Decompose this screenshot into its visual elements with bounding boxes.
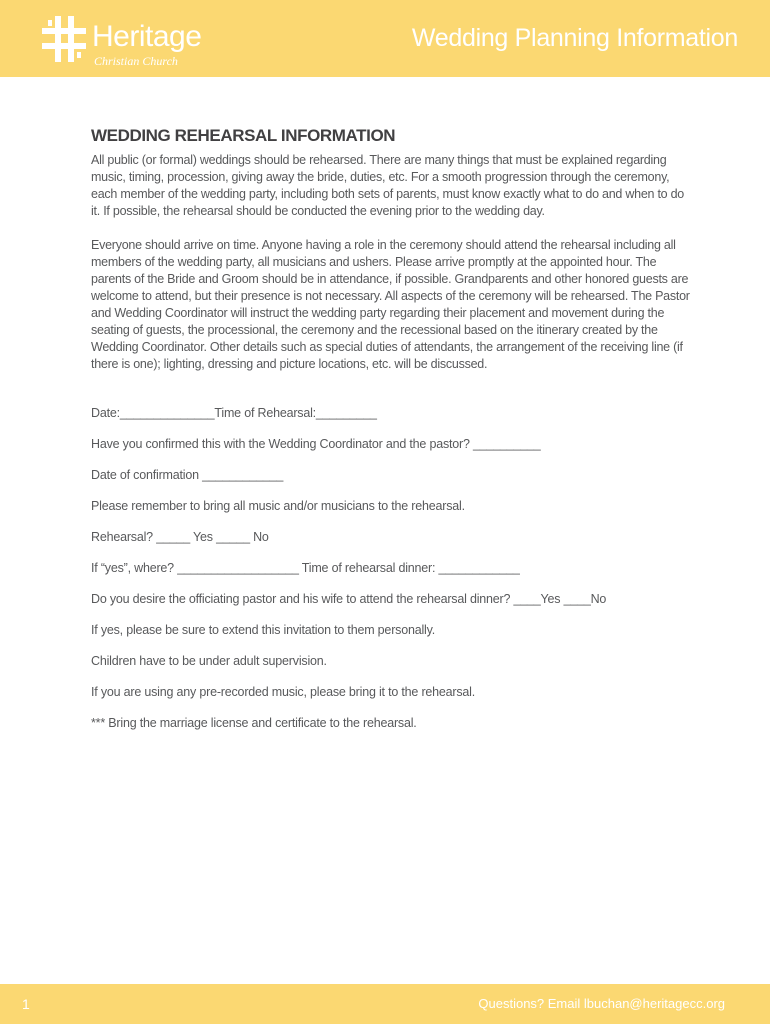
rehearsal-yes-no-line: Rehearsal? _____ Yes _____ No	[91, 530, 269, 544]
section-title: WEDDING REHEARSAL INFORMATION	[91, 126, 396, 145]
children-supervision-line: Children have to be under adult supervision.	[91, 654, 327, 668]
marriage-license-line: *** Bring the marriage license and certificate to the rehearsal.	[91, 716, 417, 730]
confirmation-question-line: Have you confirmed this with the Wedding Coordinator and the pastor? __________	[91, 437, 541, 451]
header-bar	[0, 0, 770, 77]
invitation-note-line: If yes, please be sure to extend this invitation to them personally.	[91, 623, 436, 637]
church-logo	[40, 14, 215, 70]
rehearsal-dinner-line: If “yes”, where? __________________ Time of rehearsal dinner: ____________	[91, 561, 520, 575]
page-number: 1	[22, 996, 30, 1012]
attendance-paragraph: Everyone should arrive on time. Anyone having a role in the ceremony should attend the rehearsal including all members of the wedding party, all musicians and ushers. Please arrive promptly at the appointed hour. The parents of the Bride and Groom should be in attendance, if possible. Grandparents and other honored guests are welcome to attend, but their presence is not necessary. All aspects of the ceremony will be rehearsed. The Pastor and Wedding Coordinator will instruct the wedding party regarding their placement and movement during the seating of guests, the processional, the ceremony and the recessional based on the itinerary created by the Wedding Coordinator. Other details such as special duties of attendants, the arrangement of the receiving line (if there is one); lighting, dressing and picture locations, etc. will be discussed.	[91, 238, 690, 371]
hash-cross-icon	[40, 16, 88, 62]
footer-contact-email: Questions? Email lbuchan@heritagecc.org	[478, 996, 725, 1011]
intro-paragraph: All public (or formal) weddings should be rehearsed. There are many things that must be explained regarding music, timing, procession, giving away the bride, duties, etc. For a smooth progression through the ceremony, each member of the wedding party, including both sets of parents, must know exactly what to do and when to do it. If possible, the rehearsal should be conducted the evening prior to the wedding day.	[91, 153, 685, 218]
main-content	[91, 126, 691, 746]
confirmation-date-line: Date of confirmation ____________	[91, 468, 284, 482]
date-line: Date:______________Time of Rehearsal:_________	[91, 406, 377, 420]
pastor-invite-line: Do you desire the officiating pastor and his wife to attend the rehearsal dinner? ____Yes ____No	[91, 592, 607, 606]
logo-subtitle: Christian Church	[94, 54, 178, 68]
logo-name: Heritage	[92, 20, 202, 53]
prerecorded-music-line: If you are using any pre-recorded music, please bring it to the rehearsal.	[91, 685, 476, 699]
footer-bar	[0, 984, 770, 1024]
form-lines	[91, 405, 691, 746]
music-reminder-line: Please remember to bring all music and/or musicians to the rehearsal.	[91, 499, 465, 513]
page-header-title: Wedding Planning Information	[411, 24, 738, 52]
